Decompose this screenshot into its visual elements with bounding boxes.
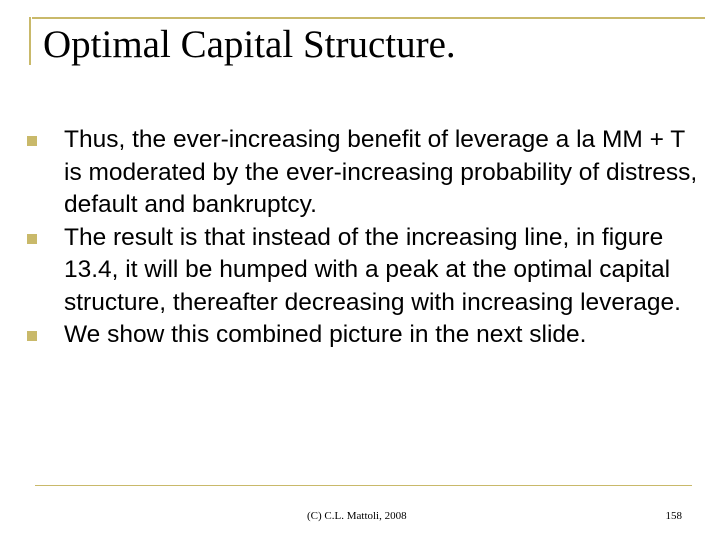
page-number: 158 bbox=[665, 510, 682, 522]
title-left-rule bbox=[29, 17, 31, 65]
bullet-text: We show this combined picture in the next slide. bbox=[64, 321, 587, 348]
square-bullet-icon bbox=[27, 136, 37, 146]
bullet-list bbox=[40, 124, 700, 352]
square-bullet-icon bbox=[27, 331, 37, 341]
slide-title: Optimal Capital Structure. bbox=[43, 23, 456, 66]
square-bullet-icon bbox=[27, 234, 37, 244]
footer-rule bbox=[35, 485, 692, 486]
bullet-item bbox=[40, 222, 700, 320]
bullet-item bbox=[40, 124, 700, 222]
bullet-text: Thus, the ever-increasing benefit of leverage a la MM + T is moderated by the ever-increasing probability of distress, default and bankruptcy. bbox=[64, 126, 698, 218]
footer-credit: (C) C.L. Mattoli, 2008 bbox=[307, 510, 407, 522]
bullet-item bbox=[40, 319, 700, 352]
bullet-text: The result is that instead of the increasing line, in figure 13.4, it will be humped with a peak at the optimal capital structure, thereafter decreasing with increasing leverage. bbox=[64, 223, 681, 316]
title-top-rule bbox=[32, 17, 705, 19]
